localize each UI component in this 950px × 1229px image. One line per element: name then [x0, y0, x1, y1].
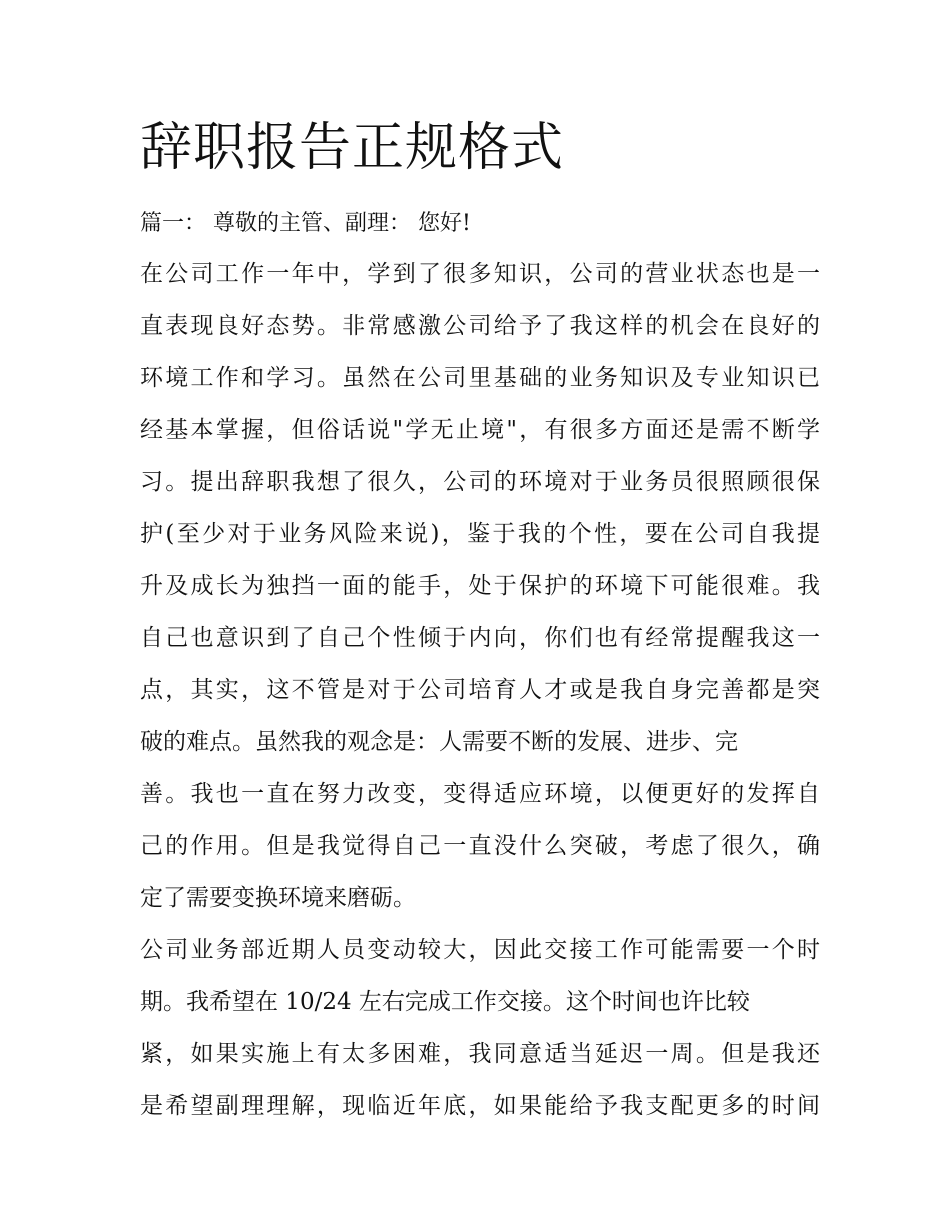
paragraph-1-line-10: 破的难点。虽然我的观念是：人需要不断的发展、进步、完: [140, 729, 738, 755]
paragraph-2-line-4: 是希望副理理解，现临近年底，如果能给予我支配更多的时间: [140, 1093, 820, 1119]
paragraph-1-line-9: 点，其实，这不管是对于公司培育人才或是我自身完善都是突: [140, 677, 820, 703]
paragraph-2-line-1: 公司业务部近期人员变动较大，因此交接工作可能需要一个时: [140, 937, 820, 963]
paragraph-1-line-3: 环境工作和学习。虽然在公司里基础的业务知识及专业知识已: [140, 365, 820, 391]
document-title: 辞职报告正规格式: [140, 118, 565, 178]
paragraph-1-line-11: 善。我也一直在努力改变，变得适应环境，以便更好的发挥自: [140, 781, 820, 807]
greeting-line: 篇一： 尊敬的主管、副理： 您好!: [140, 211, 471, 236]
paragraph-2-line-3: 紧，如果实施上有太多困难，我同意适当延迟一周。但是我还: [140, 1041, 820, 1067]
paragraph-1-line-6: 护(至少对于业务风险来说)，鉴于我的个性，要在公司自我提: [140, 521, 820, 547]
paragraph-1-line-7: 升及成长为独挡一面的能手，处于保护的环境下可能很难。我: [140, 573, 820, 599]
paragraph-1-line-8: 自己也意识到了自己个性倾于内向，你们也有经常提醒我这一: [140, 625, 820, 651]
paragraph-1-line-4: 经基本掌握，但俗话说"学无止境"，有很多方面还是需不断学: [140, 417, 820, 443]
paragraph-1-line-12: 己的作用。但是我觉得自己一直没什么突破，考虑了很久，确: [140, 833, 820, 859]
paragraph-1-line-13: 定了需要变换环境来磨砺。: [140, 885, 416, 911]
document-body: [140, 200, 820, 1132]
paragraph-1-line-1: 在公司工作一年中，学到了很多知识，公司的营业状态也是一: [140, 261, 820, 287]
paragraph-1-line-2: 直表现良好态势。非常感激公司给予了我这样的机会在良好的: [140, 313, 820, 339]
paragraph-2-line-2: 期。我希望在 10/24 左右完成工作交接。这个时间也许比较: [140, 989, 750, 1015]
paragraph-1-line-5: 习。提出辞职我想了很久，公司的环境对于业务员很照顾很保: [140, 469, 820, 495]
